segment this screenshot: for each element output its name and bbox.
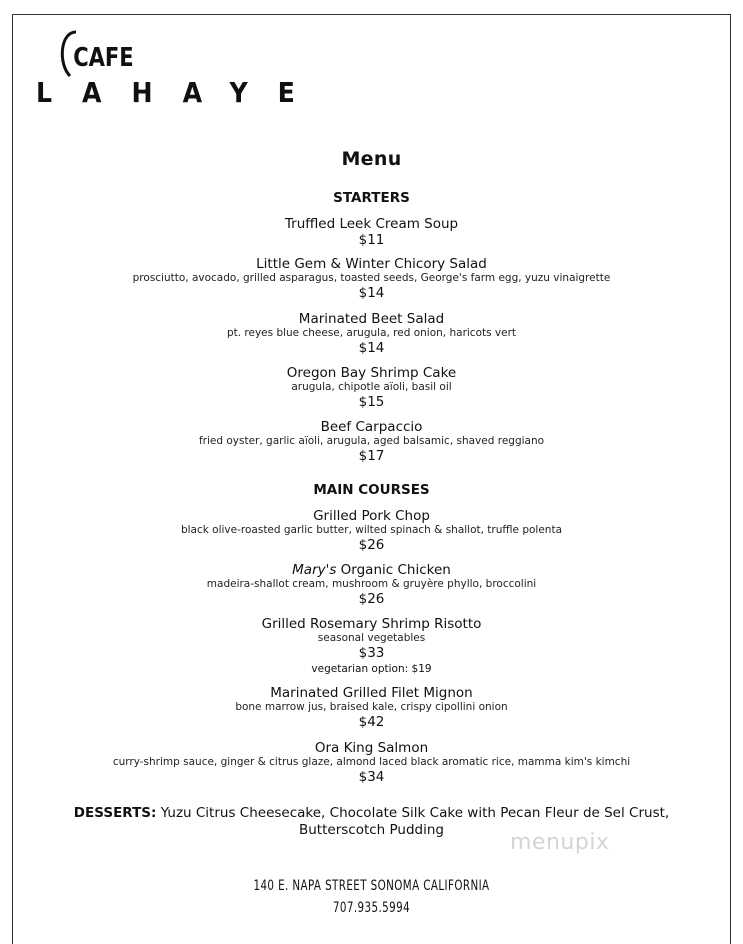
- item-name: Oregon Bay Shrimp Cake: [286, 365, 457, 381]
- item-name: Truffled Leek Cream Soup: [284, 216, 459, 232]
- logo-lahaye-text: LAHAYE: [36, 76, 325, 109]
- item-price: $15: [358, 394, 385, 410]
- item-name-rest: Organic Chicken: [336, 562, 451, 578]
- footer-address: 140 E. NAPA STREET SONOMA CALIFORNIA: [253, 878, 490, 894]
- item-name: Grilled Pork Chop: [313, 508, 430, 524]
- main-courses-heading: MAIN COURSES: [313, 482, 430, 498]
- item-price: $26: [358, 591, 385, 607]
- item-price: $11: [358, 232, 385, 248]
- item-name: Grilled Rosemary Shrimp Risotto: [261, 616, 482, 632]
- page-title: Menu: [341, 148, 402, 170]
- cafe-lahaye-logo: [30, 14, 325, 109]
- item-name: [0, 562, 743, 578]
- desserts-label: DESSERTS:: [73, 805, 157, 821]
- item-description: madeira-shallot cream, mushroom & gruyère phyllo, broccolini: [206, 578, 537, 590]
- menu-item: [0, 365, 743, 411]
- item-price: $17: [358, 448, 385, 464]
- item-price: $34: [358, 769, 385, 785]
- menu-item: [0, 562, 743, 608]
- item-description: bone marrow jus, braised kale, crispy cipollini onion: [235, 701, 508, 713]
- item-description: fried oyster, garlic aïoli, arugula, aged balsamic, shaved reggiano: [198, 435, 545, 447]
- menu-item: [0, 508, 743, 554]
- item-description: seasonal vegetables: [317, 632, 426, 644]
- item-name-italic: Mary's: [292, 562, 337, 578]
- menu-item: [0, 685, 743, 731]
- desserts-text: Yuzu Citrus Cheesecake, Chocolate Silk Cake with Pecan Fleur de Sel Crust, Butterscotch Pudding: [156, 805, 670, 838]
- item-price: $26: [358, 537, 385, 553]
- menu-item: [0, 419, 743, 465]
- item-description: black olive-roasted garlic butter, wilted spinach & shallot, truffle polenta: [180, 524, 563, 536]
- item-price: $33: [358, 645, 385, 661]
- footer-phone: 707.935.5994: [332, 900, 411, 916]
- watermark: menupix: [510, 830, 610, 855]
- item-extra-note: vegetarian option: $19: [311, 663, 432, 675]
- menu-item: [0, 311, 743, 357]
- item-name: Little Gem & Winter Chicory Salad: [256, 256, 487, 272]
- item-name: Marinated Grilled Filet Mignon: [270, 685, 473, 701]
- item-description: pt. reyes blue cheese, arugula, red onion, haricots vert: [226, 327, 517, 339]
- item-name: Beef Carpaccio: [320, 419, 423, 435]
- menu-item: [0, 616, 743, 677]
- item-price: $14: [358, 285, 385, 301]
- item-price: $42: [358, 714, 385, 730]
- logo-art: [30, 14, 325, 109]
- logo-cafe-text: CAFE: [73, 41, 134, 73]
- item-description: curry-shrimp sauce, ginger & citrus glaze, almond laced black aromatic rice, mamma kim's kimchi: [112, 756, 631, 768]
- item-name: Marinated Beet Salad: [298, 311, 445, 327]
- item-description: prosciutto, avocado, grilled asparagus, toasted seeds, George's farm egg, yuzu vinaigrette: [132, 272, 611, 284]
- item-description: arugula, chipotle aïoli, basil oil: [291, 381, 452, 393]
- menu-item: [0, 256, 743, 302]
- menu-item: [0, 216, 743, 249]
- starters-heading: STARTERS: [333, 190, 410, 206]
- menu-item: [0, 740, 743, 786]
- item-name: Ora King Salmon: [314, 740, 429, 756]
- item-price: $14: [358, 340, 385, 356]
